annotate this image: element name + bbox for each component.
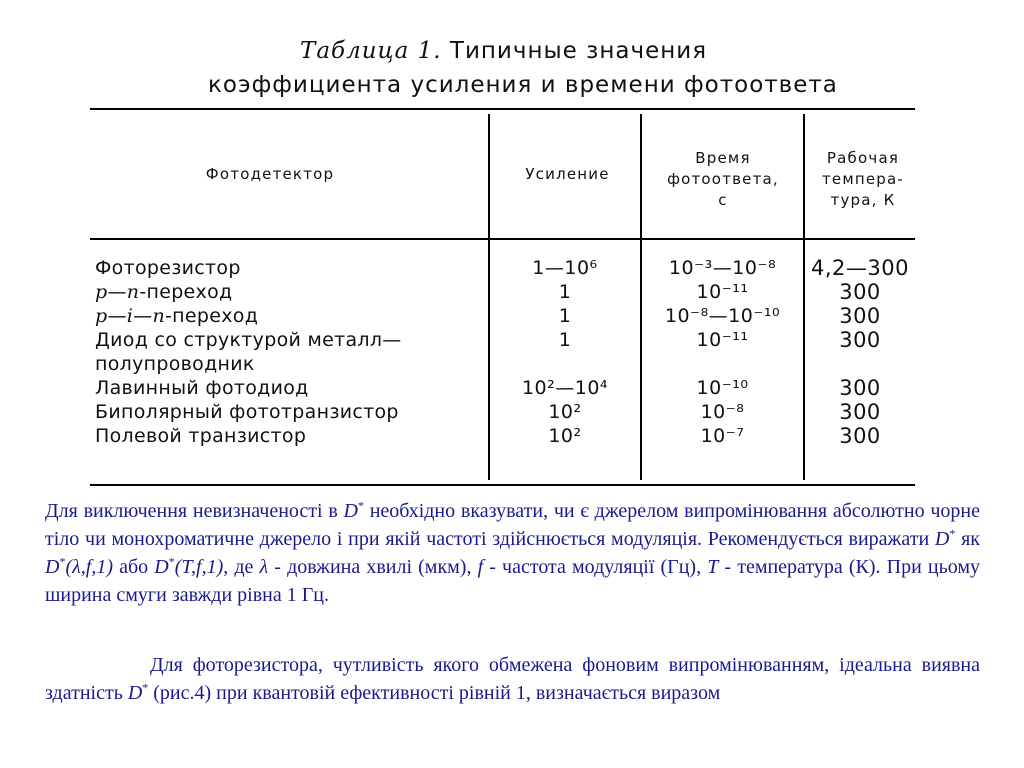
time-cell: 10⁻⁸—10⁻¹⁰	[664, 305, 781, 327]
gain-cell: 1	[558, 281, 572, 303]
superscript-star: *	[168, 554, 175, 569]
label-part: n	[152, 305, 166, 327]
header-temp-line: Рабочая	[826, 149, 900, 167]
d-star-symbol: D	[343, 500, 358, 522]
gain-cell: 1	[558, 329, 572, 351]
photodetector-table	[90, 108, 915, 488]
time-cell: 10⁻⁸	[700, 401, 745, 423]
d-star-symbol: D	[934, 528, 950, 550]
label-part: -переход	[139, 281, 233, 303]
p1-text: або	[113, 556, 155, 578]
label-part: i	[126, 305, 134, 327]
caption-line-2: коэффициента усиления и времени фотоответа	[208, 72, 838, 98]
header-time-line: с	[718, 191, 728, 209]
superscript-star: *	[59, 554, 66, 569]
table-header-rule	[90, 238, 915, 240]
table-row-label: Диод со структурой металл—	[95, 329, 402, 351]
label-part: p	[95, 305, 108, 327]
time-cell: 10⁻³—10⁻⁸	[668, 257, 777, 279]
superscript-star: *	[142, 680, 149, 695]
label-part: —	[133, 305, 153, 327]
p1-text: , де	[223, 556, 260, 578]
superscript-star: *	[949, 526, 956, 541]
temp-cell: 300	[839, 376, 881, 400]
header-temp	[808, 148, 918, 211]
label-part: —	[107, 305, 127, 327]
label-part: -переход	[165, 305, 259, 327]
p2-text: Для фоторезистора, чутливість якого обмежена фоновим випромінюванням, ідеальна виявна здатність	[45, 654, 980, 704]
f-symbol: f	[477, 556, 484, 578]
t-symbol: T	[707, 556, 719, 578]
paragraph-1	[45, 497, 980, 609]
paragraph-2	[45, 651, 980, 707]
time-cell: 10⁻¹¹	[696, 329, 749, 351]
time-cell: 10⁻¹⁰	[696, 377, 749, 399]
gain-cell: 10²—10⁴	[521, 377, 609, 399]
temp-cell: 300	[839, 328, 881, 352]
gain-cell: 10²	[548, 401, 582, 423]
header-time	[648, 148, 798, 211]
table-row-label: Полевой транзистор	[95, 425, 307, 447]
label-part: —	[107, 281, 127, 303]
caption-title-italic: Таблица 1.	[300, 38, 442, 64]
p1-text: Для виключення невизначеності в	[45, 500, 344, 522]
temp-cell: 300	[839, 280, 881, 304]
gain-cell: 1	[558, 305, 572, 327]
table-row-label	[95, 280, 485, 304]
table-caption	[200, 34, 880, 102]
table-bottom-rule	[90, 484, 915, 486]
header-time-line: фотоответа,	[667, 170, 779, 188]
table-row-label: Фоторезистор	[95, 257, 241, 279]
caption-title-rest: Типичные значения	[449, 38, 708, 64]
temp-cell: 4,2—300	[811, 256, 909, 280]
temp-cell: 300	[839, 400, 881, 424]
superscript-star: *	[357, 498, 364, 513]
p1-text: - температура (К). При цьому ширина смуги завжди рівна 1 Гц.	[45, 556, 980, 606]
label-part: p	[95, 281, 108, 303]
p1-text: - частота модуляції (Гц),	[483, 556, 708, 578]
expression: (λ,f,1)	[65, 556, 113, 578]
header-temp-line: тура, К	[830, 191, 896, 209]
header-gain: Усиление	[525, 165, 610, 183]
gain-cell: 1—10⁶	[532, 257, 598, 279]
table-row-label: Биполярный фототранзистор	[95, 401, 399, 423]
header-temp-line: темпера-	[821, 170, 905, 188]
time-cell: 10⁻¹¹	[696, 281, 749, 303]
header-time-line: Время	[695, 149, 751, 167]
d-star-symbol: D	[154, 556, 169, 578]
table-row-label	[95, 304, 485, 328]
d-star-symbol: D	[127, 682, 143, 704]
d-star-symbol: D	[45, 556, 60, 578]
temp-cell: 300	[839, 304, 881, 328]
caption-line-1	[200, 34, 880, 68]
table-top-rule	[90, 108, 915, 110]
table-row-label: Лавинный фотодиод	[95, 377, 309, 399]
temp-cell: 300	[839, 424, 881, 448]
time-cell: 10⁻⁷	[700, 425, 745, 447]
expression: (T,f,1)	[174, 556, 224, 578]
gain-cell: 10²	[548, 425, 582, 447]
label-part: n	[126, 281, 140, 303]
p2-text: (рис.4) при квантовій ефективності рівній 1, визначається виразом	[148, 682, 721, 704]
lambda-symbol: λ	[259, 556, 269, 578]
p1-text: як	[955, 528, 980, 550]
table-row-label-continued: полупроводник	[95, 353, 255, 375]
p1-text: - довжина хвилі (мкм),	[268, 556, 478, 578]
p1-text: необхідно вказувати, чи є джерелом випромінювання абсолютно чорне тіло чи монохроматичне джерело і при якій частоті здійснюється модуляція. Рекомендується виражати	[45, 500, 981, 550]
header-detector: Фотодетектор	[205, 165, 335, 183]
